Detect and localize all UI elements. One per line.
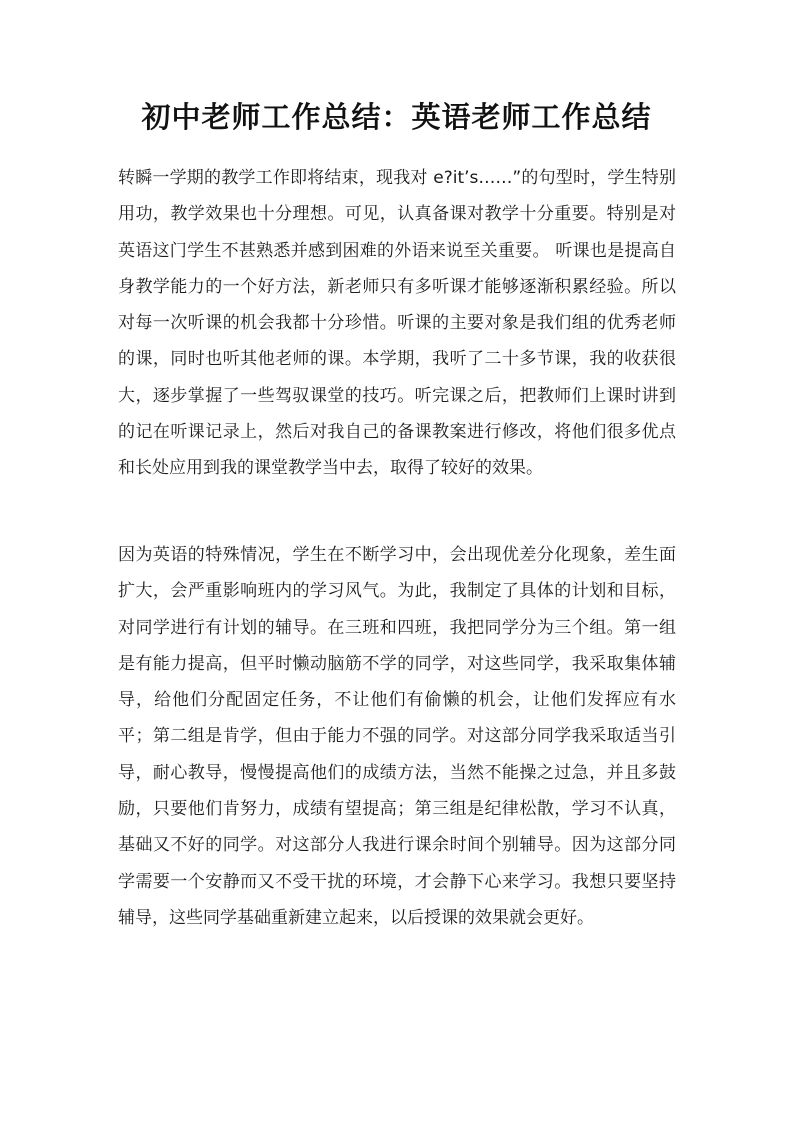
document-title: 初中老师工作总结：英语老师工作总结 [141, 100, 652, 134]
paragraph-tutoring: 因为英语的特殊情况，学生在不断学习中，会出现优差分化现象，差生面扩大，会严重影响班内的学习风气。为此，我制定了具体的计划和目标，对同学进行有计划的辅导。在三班和四班，我把同学分为三个组。第一组是有能力提高，但平时懒动脑筋不学的同学，对这些同学，我采取集体辅导，给他们分配固定任务，不让他们有偷懒的机会，让他们发挥应有水平；第二组是肯学，但由于能力不强的同学。对这部分同学我采取适当引导，耐心教导，慢慢提高他们的成绩方法，当然不能操之过急，并且多鼓励，只要他们肯努力，成绩有望提高；第三组是纪律松散，学习不认真，基础又不好的同学。对这部分人我进行课余时间个别辅导。因为这部分同学需要一个安静而又不受干扰的环境，才会静下心来学习。我想只要坚持辅导，这些同学基础重新建立起来，以后授课的效果就会更好。 [118, 545, 676, 928]
paragraph-lesson-preparation: 转瞬一学期的教学工作即将结束，现我对 e?it’s……”的句型时，学生特别用功，教学效果也十分理想。可见，认真备课对教学十分重要。特别是对英语这门学生不甚熟悉并感到困难的外语来说至关重要。 听课也是提高自身教学能力的一个好方法，新老师只有多听课才能够逐渐积累经验。所以对每一次听课的机会我都十分珍惜。听课的主要对象是我们组的优秀老师的课，同时也听其他老师的课。本学期，我听了二十多节课，我的收获很大，逐步掌握了一些驾驭课堂的技巧。听完课之后，把教师们上课时讲到的记在听课记录上，然后对我自己的备课教案进行修改，将他们很多优点和长处应用到我的课堂教学当中去，取得了较好的效果。 [118, 168, 676, 479]
